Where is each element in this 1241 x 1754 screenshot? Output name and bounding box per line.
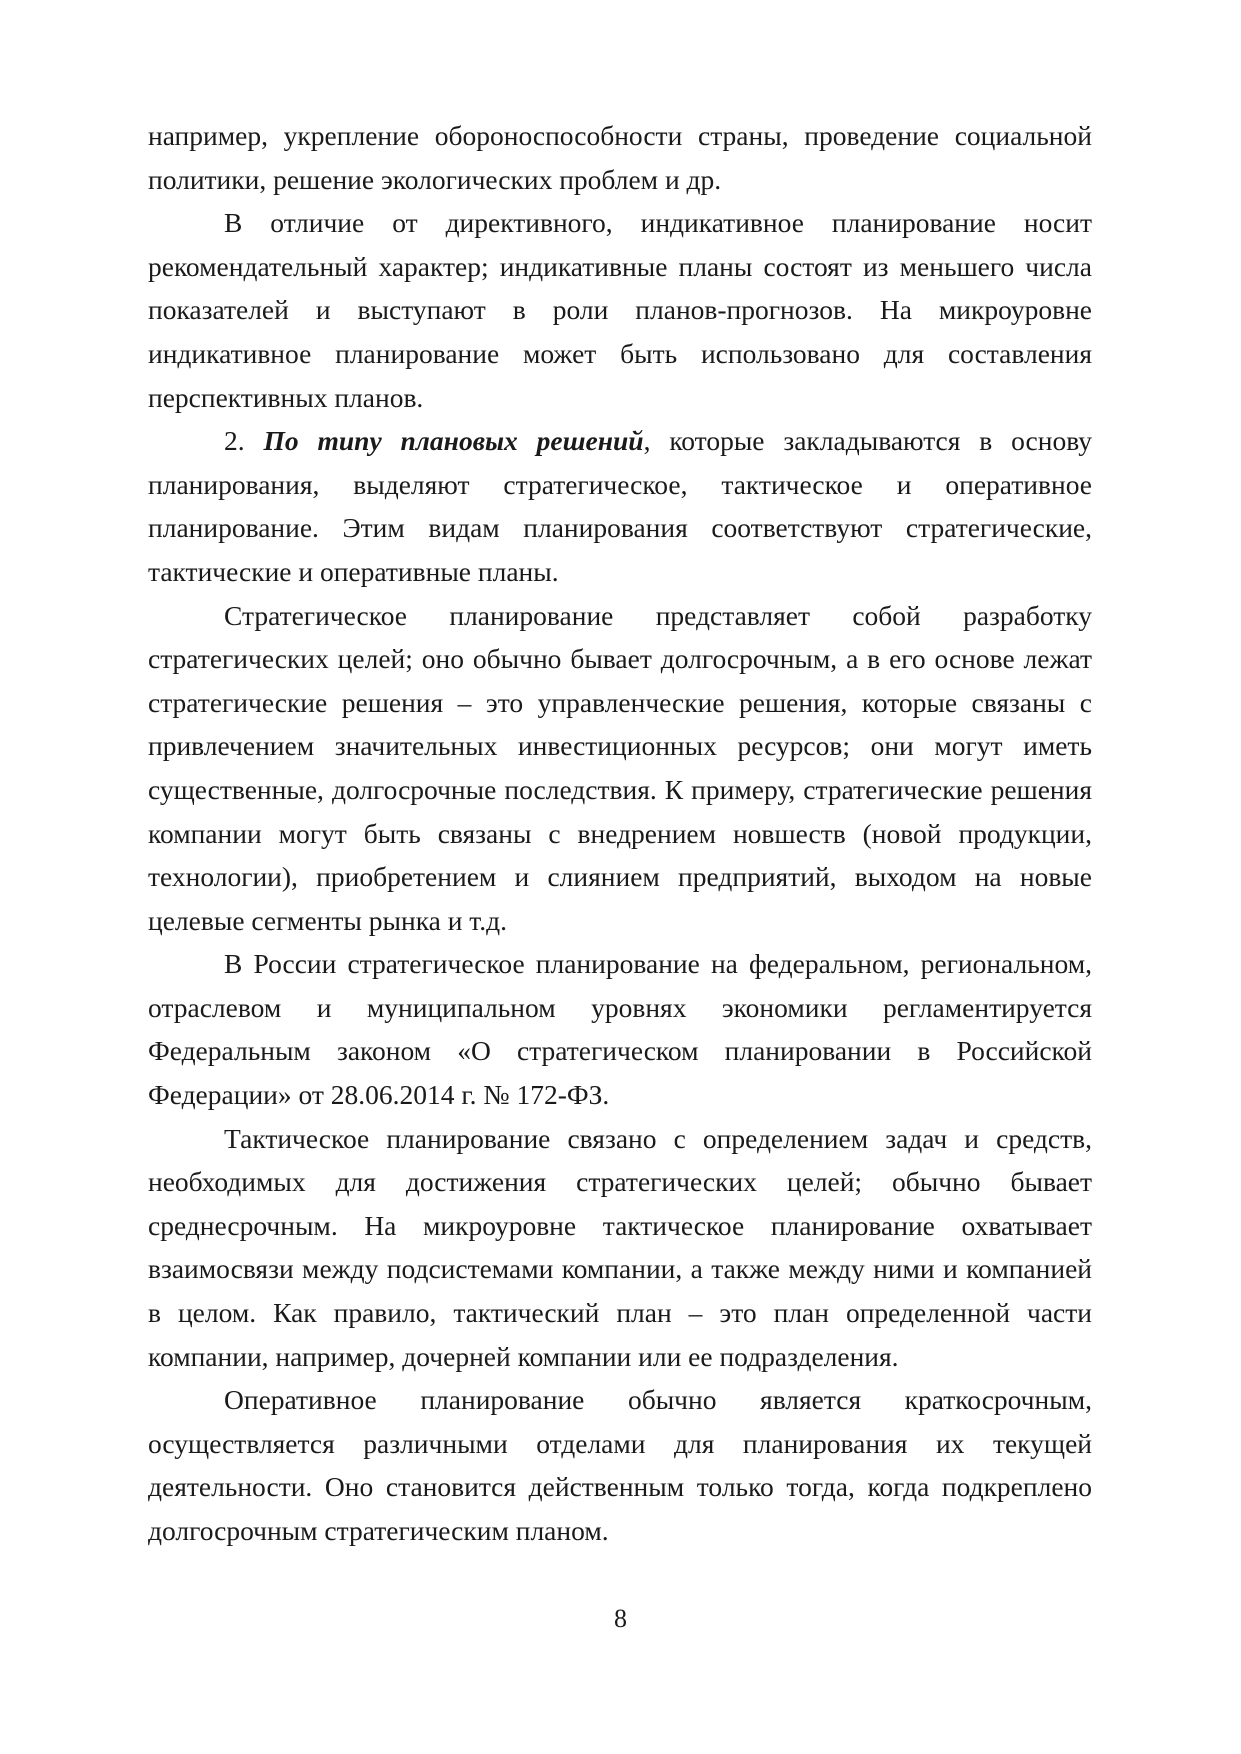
paragraph-1: например, укрепление обороноспособности страны, проведение социальной политики, решение экологических проблем и др. [148, 120, 1092, 195]
emphasized-term: По типу плановых решений [263, 425, 644, 457]
paragraph-3 [148, 419, 1092, 593]
paragraph-5: В России стратегическое планирование на федеральном, региональном, отраслевом и муниципальном уровнях экономики регламентируется Федеральным законом «О стратегическом планировании в Российской Федерации» от 28.06.2014 г. № 172-ФЗ. [148, 948, 1092, 1111]
page-number: 8 [614, 1604, 627, 1633]
paragraph-4: Стратегическое планирование представляет собой разработку стратегических целей; оно обычно бывает долгосрочным, а в его основе лежат стратегические решения – это управленческие решения, которые связаны с привлечением значительных инвестиционных ресурсов; они могут иметь существенные, долгосрочные последствия. К примеру, стратегические решения компании могут быть связаны с внедрением новшеств (новой продукции, технологии), приобретением и слиянием предприятий, выходом на новые целевые сегменты рынка и т.д. [148, 599, 1092, 936]
paragraph-3-rest: , которые закладываются в основу планирования, выделяют стратегическое, тактическое и оперативное планирование. Этим видам планирования соответствуют стратегические, тактические и оперативные планы. [148, 425, 1093, 587]
list-number: 2. [224, 425, 264, 457]
paragraph-2: В отличие от директивного, индикативное планирование носит рекомендательный характер; индикативные планы состоят из меньшего числа показателей и выступают в роли планов-прогнозов. На микроуровне индикативное планирование может быть использовано для составления перспективных планов. [148, 207, 1092, 413]
paragraph-6: Тактическое планирование связано с определением задач и средств, необходимых для достижения стратегических целей; обычно бывает среднесрочным. На микроуровне тактическое планирование охватывает взаимосвязи между подсистемами компании, а также между ними и компанией в целом. Как правило, тактический план – это план определенной части компании, например, дочерней компании или ее подразделения. [148, 1122, 1092, 1372]
paragraph-7: Оперативное планирование обычно является краткосрочным, осуществляется различными отделами для планирования их текущей деятельности. Оно становится действенным только тогда, когда подкреплено долгосрочным стратегическим планом. [148, 1384, 1092, 1546]
body-text [148, 114, 1092, 1553]
